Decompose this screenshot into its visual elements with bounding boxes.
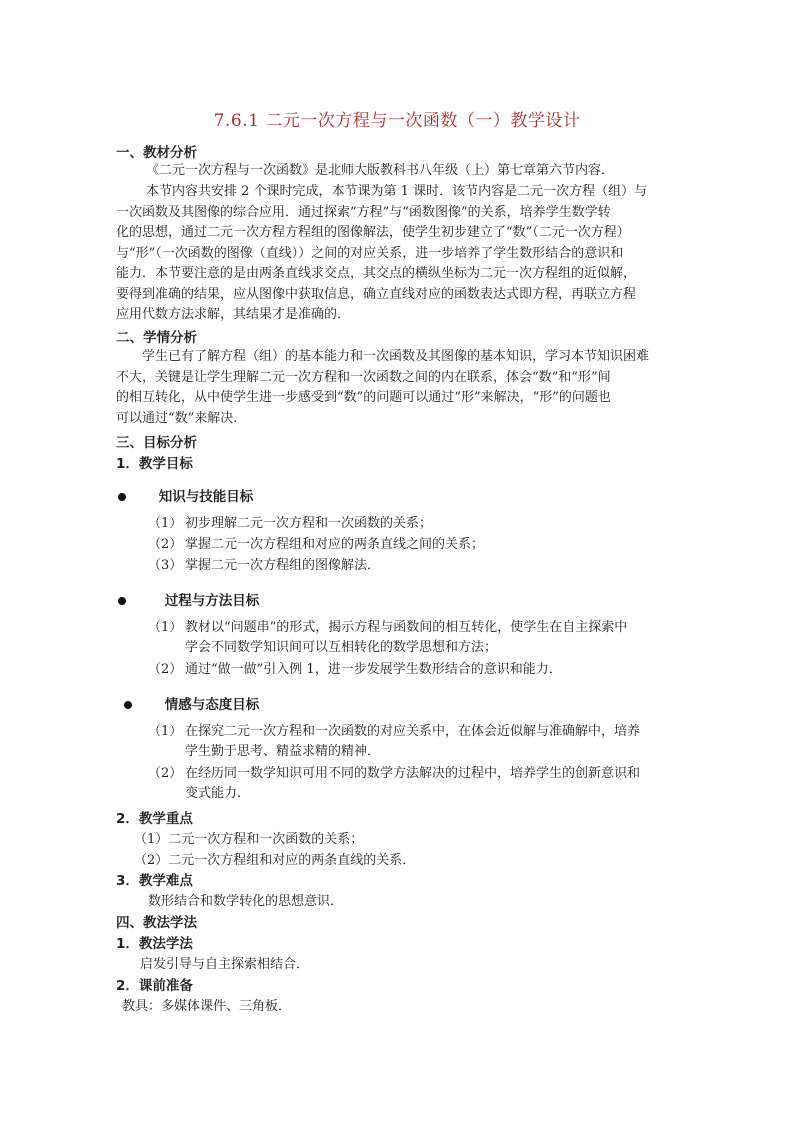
text-line: 学生已有了解方程（组）的基本能力和一次函数及其图像的基本知识，学习本节知识困难: [142, 349, 650, 364]
goal-emotion-attitude: [124, 693, 259, 713]
text-line: 一次函数及其图像的综合应用．通过探索“方程”与“函数图像”的关系，培养学生数学转: [116, 204, 611, 220]
section-heading-methods: 四、教法学法: [116, 915, 197, 931]
goal-title: 情感与态度目标: [164, 697, 260, 713]
text-line: 应用代数方法求解，其结果才是准确的．: [116, 307, 351, 322]
text-line: 的相互转化，从中使学生进一步感受到“数”的问题可以通过“形”来解决，“形”的问题也: [116, 390, 611, 405]
item-text: 通过“做一做”引入例 1，进一步发展学生数形结合的意识和能力．: [185, 662, 562, 677]
subheading-difficulties: 3．教学难点: [116, 873, 193, 889]
subheading-methods: 1．教法学法: [116, 936, 193, 952]
text-line: 要得到准确的结果，应从图像中获取信息，确立直线对应的函数表达式即方程，再联立方程: [116, 286, 637, 302]
text-line: 本节内容共安排 2 个课时完成，本节课为第 1 课时．该节内容是二元一次方程（组）与: [146, 184, 648, 199]
subheading-teaching-goals: 1．教学目标: [116, 456, 193, 472]
text-line: 《二元一次方程与一次函数》是北师大版教科书八年级（上）第七章第六节内容．: [146, 163, 615, 178]
text-line: 化的思想，通过二元一次方程方程组的图像解法，使学生初步建立了“数”（二元一次方程）: [116, 225, 630, 240]
item-text: 初步理解二元一次方程和一次函数的关系；: [185, 516, 433, 531]
subheading-preparation: 2．课前准备: [116, 978, 193, 994]
item-number: （2）: [148, 662, 183, 677]
method-text: 启发引导与自主探索相结合．: [140, 957, 310, 972]
item-text: 变式能力．: [185, 786, 251, 801]
item-number: （2）: [148, 766, 183, 781]
section-heading-textbook-analysis: 一、教材分析: [116, 145, 197, 161]
goal-title: 知识与技能目标: [158, 489, 254, 505]
item-number: （2）: [148, 537, 183, 552]
item-number: （3）: [148, 558, 183, 573]
item-text: 掌握二元一次方程组的图像解法．: [185, 558, 381, 573]
item-text: 学生勤于思考、精益求精的精神．: [185, 744, 381, 759]
text-line: 不大，关键是让学生理解二元一次方程和一次函数之间的内在联系，体会“数”和“形”间: [116, 369, 611, 385]
paragraph-student-analysis: [116, 347, 682, 429]
section-heading-goal-analysis: 三、目标分析: [116, 435, 197, 451]
item-text: 在经历同一数学知识可用不同的数学方法解决的过程中，培养学生的创新意识和: [185, 766, 641, 781]
goal-process-method: [118, 589, 259, 609]
item-number: （1）: [148, 724, 183, 739]
item-number: （1）: [148, 620, 183, 635]
item-text: 学会不同数学知识间可以互相转化的数学思想和方法；: [185, 640, 498, 655]
document-title: 7.6.1 二元一次方程与一次函数（一）教学设计: [213, 111, 581, 131]
key-point-1: （1）二元一次方程和一次函数的关系；: [134, 832, 364, 847]
item-text: 掌握二元一次方程组和对应的两条直线之间的关系；: [185, 537, 485, 552]
bullet-icon: [124, 701, 132, 709]
paragraph-textbook-intro: [146, 161, 712, 182]
difficulty-text: 数形结合和数学转化的思想意识．: [148, 894, 344, 909]
subheading-key-points: 2．教学重点: [116, 811, 193, 827]
bullet-icon: [118, 493, 126, 501]
section-heading-student-analysis: 二、学情分析: [116, 330, 197, 346]
item-text: 教材以“问题串”的形式，揭示方程与函数间的相互转化，使学生在自主探索中: [185, 620, 628, 635]
preparation-text: 教具：多媒体课件、三角板．: [122, 999, 292, 1014]
goal-title: 过程与方法目标: [164, 593, 260, 609]
text-line: 与“形”（一次函数的图像（直线））之间的对应关系，进一步培养了学生数形结合的意识和: [116, 245, 624, 261]
goal-knowledge-skill: [118, 485, 253, 505]
item-text: 在探究二元一次方程和一次函数的对应关系中，在体会近似解与准确解中，培养: [185, 724, 641, 739]
key-point-2: （2）二元一次方程组和对应的两条直线的关系．: [134, 853, 416, 868]
bullet-icon: [118, 597, 126, 605]
text-line: 可以通过“数”来解决．: [116, 410, 247, 426]
paragraph-textbook-content: [116, 182, 682, 326]
text-line: 能力．本节要注意的是由两条直线求交点，其交点的横纵坐标为二元一次方程组的近似解，: [116, 266, 637, 281]
item-number: （1）: [148, 516, 183, 531]
